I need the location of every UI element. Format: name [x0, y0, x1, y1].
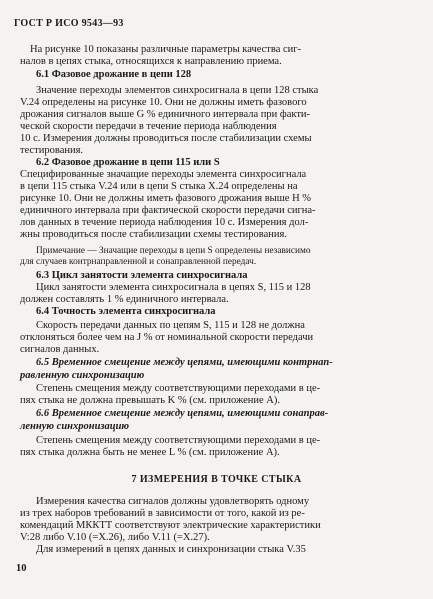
text-line: лов данных в течение периода наблюдения 10 с. Измерения дол- [20, 217, 309, 228]
text-line: Измерения качества сигналов должны удовлетворять одному [36, 496, 310, 507]
text-line: ленную синхронизацию [20, 421, 130, 432]
text-line: 6.5 Временное смещение между цепями, имеющими контрнап- [36, 357, 333, 368]
text-line: из трех наборов требований в зависимости от того, какой из ре- [20, 508, 305, 519]
text-line: Степень смещения между соответствующими переходами в це- [36, 383, 321, 394]
text-line: рисунке 10. Они не должны иметь фазового дрожания выше H % [20, 193, 312, 204]
text-line: V.24 определены на рисунке 10. Они не должны иметь фазового [20, 97, 307, 108]
text-line: налов в цепях стыка, относящихся к направлению приема. [20, 56, 282, 67]
text-line: Скорость передачи данных по цепям S, 115 и 128 не должна [36, 320, 305, 331]
text-line: Для измерений в цепях данных и синхронизации стыка V.35 [36, 544, 306, 555]
text-line: сигналов данных. [20, 344, 100, 355]
text-line: 6.2 Фазовое дрожание в цепи 115 или S [36, 157, 220, 168]
page-number: 10 [16, 563, 27, 574]
text-line: 6.6 Временное смещение между цепями, имеющими сонаправ- [36, 408, 329, 419]
text-line: тестирования. [20, 145, 84, 156]
text-line: Значение переходы элементов синхросигнала в цепи 128 стыка [36, 85, 319, 96]
text-line: Степень смещения между соответствующими переходами в це- [36, 435, 321, 446]
document-header: ГОСТ Р ИСО 9543—93 [14, 18, 124, 29]
text-line: V:28 либо V.10 (=X.26), либо V.11 (=X.27). [20, 532, 210, 543]
text-line: 6.3 Цикл занятости элемента синхросигнала [36, 270, 248, 281]
text-line: пях стыка не должна превышать K % (см. приложение А). [20, 395, 280, 406]
text-line: в цепи 115 стыка V.24 или в цепи S стыка X.24 определены на [20, 181, 298, 192]
text-line: должен составлять 1 % единичного интервала. [20, 294, 229, 305]
text-line: 10 с. Измерения должны проводиться после стабилизации схемы [20, 133, 312, 144]
text-line: комендаций МККТТ соответствуют электрические характеристики [20, 520, 321, 531]
text-line: Примечание — Значащие переходы в цепи S определены независимо [36, 246, 311, 256]
text-line: равленную синхронизацию [20, 370, 145, 381]
text-line: Цикл занятости элемента синхросигнала в цепях S, 115 и 128 [36, 282, 311, 293]
text-line: единичного интервала при фактической скорости передачи сигна- [20, 205, 316, 216]
text-line: пях стыка должна быть не менее L % (см. приложение А). [20, 447, 280, 458]
text-line: жны проводиться после стабилизации схемы тестирования. [20, 229, 287, 240]
text-line: Специфированные значащие переходы элемента синхросигнала [20, 169, 307, 180]
text-line: отклоняться более чем на J % от номинальной скорости передачи [20, 332, 314, 343]
text-line: для случаев контрнаправленной и сонаправленной передач. [20, 257, 257, 267]
section-title: 7 ИЗМЕРЕНИЯ В ТОЧКЕ СТЫКА [131, 474, 302, 485]
text-line: На рисунке 10 показаны различные параметры качества сиг- [30, 44, 302, 55]
text-line: 6.1 Фазовое дрожание в цепи 128 [36, 69, 192, 80]
text-line: дрожания сигналов выше G % единичного интервала при факти- [20, 109, 311, 120]
text-line: 6.4 Точность элемента синхросигнала [36, 306, 216, 317]
text-line: ческой скорости передачи в течение периода наблюдения [20, 121, 277, 132]
